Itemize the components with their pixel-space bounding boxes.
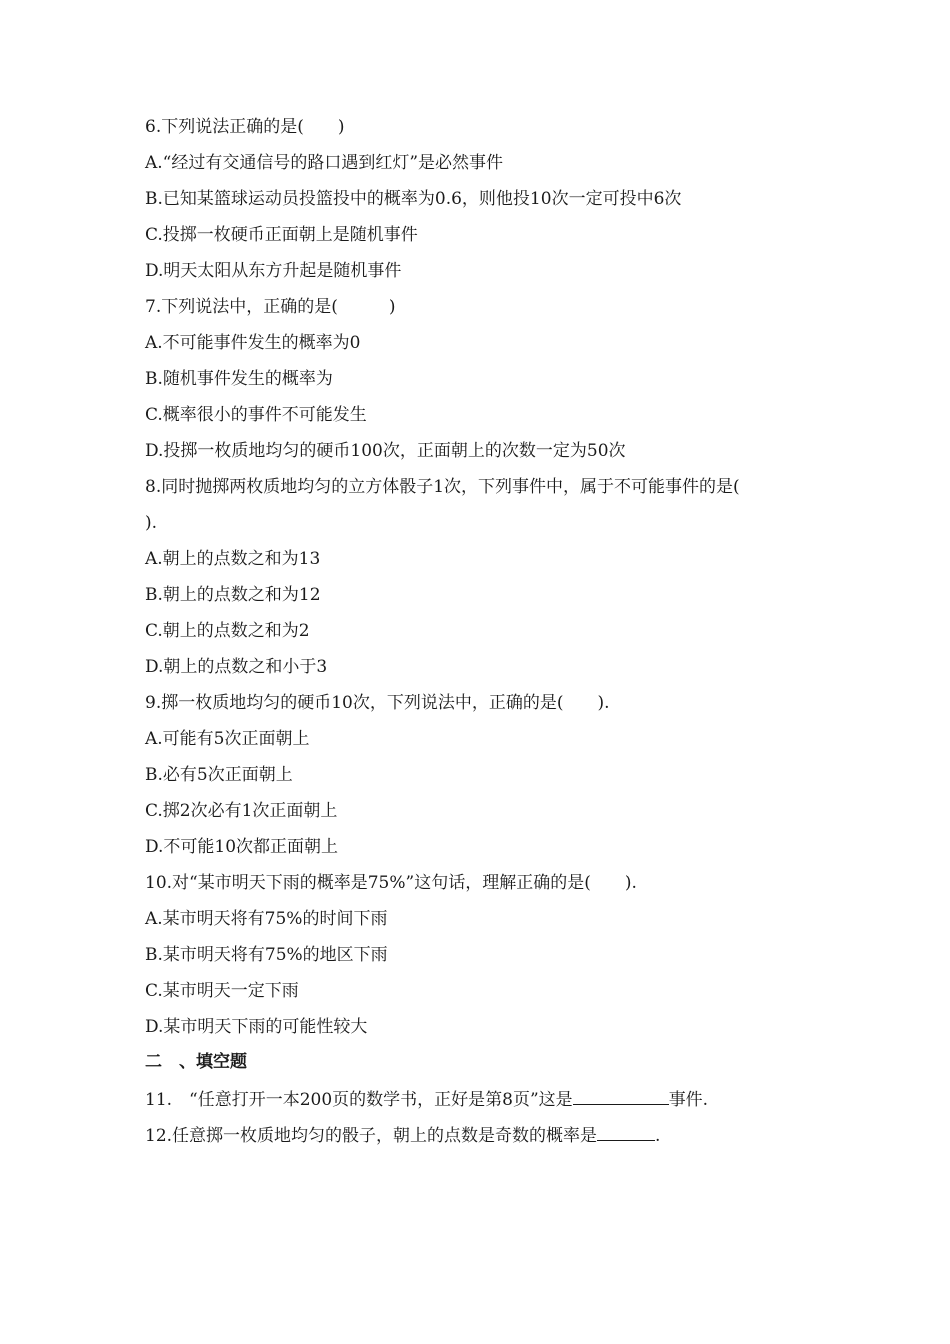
q7-option-b: B.随机事件发生的概率为 [145,369,333,389]
q11-line [145,1088,708,1111]
q11-answer-blank [573,1088,669,1105]
q11-text-end: 事件. [668,1090,709,1110]
q8-stem-line2: ). [145,513,158,533]
q6-stem: 6.下列说法正确的是( ) [145,117,345,137]
q10-stem: 10.对“某市明天下雨的概率是75%”这句话，理解正确的是( ). [145,873,637,893]
q12-text: 12.任意掷一枚质地均匀的骰子，朝上的点数是奇数的概率是 [145,1126,598,1146]
q12-line [145,1124,660,1147]
q6-option-b: B.已知某篮球运动员投篮投中的概率为0.6，则他投10次一定可投中6次 [145,189,682,209]
q12-answer-blank [597,1124,655,1141]
q7-option-a: A.不可能事件发生的概率为0 [145,333,361,353]
q7-option-c: C.概率很小的事件不可能发生 [145,405,367,425]
q8-option-b: B.朝上的点数之和为12 [145,585,321,605]
q9-option-d: D.不可能10次都正面朝上 [145,837,339,857]
q9-option-b: B.必有5次正面朝上 [145,765,293,785]
q9-stem: 9.掷一枚质地均匀的硬币10次，下列说法中，正确的是( ). [145,693,610,713]
q10-option-b: B.某市明天将有75%的地区下雨 [145,945,388,965]
q11-text: 11. “任意打开一本200页的数学书，正好是第8页”这是 [145,1090,573,1110]
q8-option-d: D.朝上的点数之和小于3 [145,657,328,677]
q7-option-d: D.投掷一枚质地均匀的硬币100次，正面朝上的次数一定为50次 [145,441,626,461]
q9-option-a: A.可能有5次正面朝上 [145,729,310,749]
q7-stem: 7.下列说法中，正确的是( ) [145,297,396,317]
q10-option-d: D.某市明天下雨的可能性较大 [145,1017,368,1037]
section-heading: 二 、填空题 [145,1052,247,1072]
q6-option-c: C.投掷一枚硬币正面朝上是随机事件 [145,225,418,245]
q8-stem-line1: 8.同时抛掷两枚质地均匀的立方体骰子1次，下列事件中，属于不可能事件的是( [145,477,740,497]
q8-option-c: C.朝上的点数之和为2 [145,621,310,641]
q6-option-d: D.明天太阳从东方升起是随机事件 [145,261,402,281]
q12-text-end: . [655,1126,661,1146]
q10-option-c: C.某市明天一定下雨 [145,981,299,1001]
q9-option-c: C.掷2次必有1次正面朝上 [145,801,338,821]
q8-option-a: A.朝上的点数之和为13 [145,549,321,569]
q10-option-a: A.某市明天将有75%的时间下雨 [145,909,388,929]
q6-option-a: A.“经过有交通信号的路口遇到红灯”是必然事件 [145,153,504,173]
